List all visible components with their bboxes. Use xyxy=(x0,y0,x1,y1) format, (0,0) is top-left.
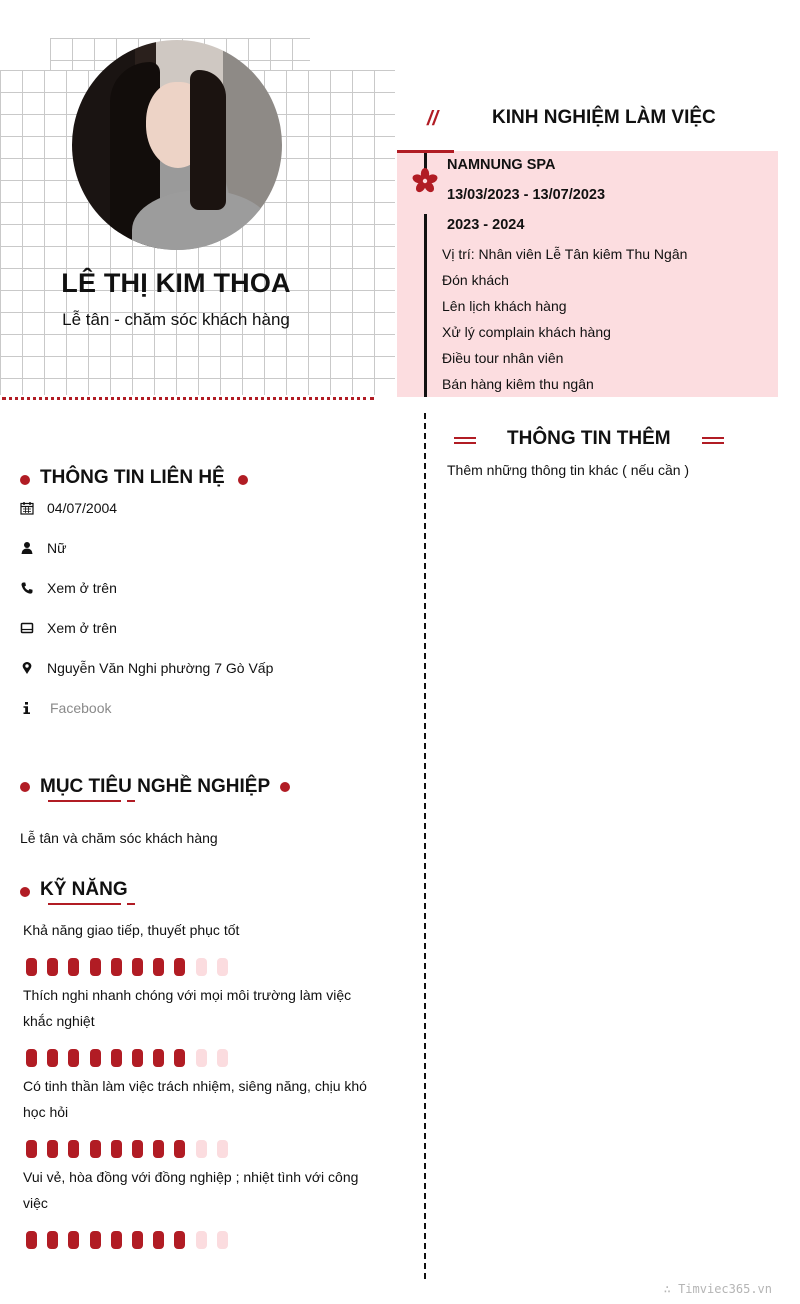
skill-pip-filled xyxy=(111,1049,122,1067)
contact-gender xyxy=(20,537,66,559)
experience-company: NAMNUNG SPA xyxy=(447,157,556,173)
skill-pip-filled xyxy=(132,1231,143,1249)
skill-pip-filled xyxy=(26,958,37,976)
list-item: Đón khách xyxy=(442,272,509,288)
skill-text: Có tinh thần làm việc trách nhiệm, siêng năng, chịu khó học hỏi xyxy=(23,1078,367,1120)
contact-heading: THÔNG TIN LIÊN HỆ xyxy=(40,467,225,488)
skill-pip-empty xyxy=(217,1049,228,1067)
skill-pip-empty xyxy=(196,1140,207,1158)
skill-rating xyxy=(26,1231,238,1249)
email-value: Xem ở trên xyxy=(47,620,117,636)
calendar-icon xyxy=(20,501,34,515)
list-item: Lên lịch khách hàng xyxy=(442,298,567,314)
timeline-line xyxy=(424,214,427,397)
section-dot xyxy=(238,475,248,485)
experience-heading-mark: // xyxy=(427,108,439,130)
skill-pip-filled xyxy=(47,958,58,976)
contact-social xyxy=(20,697,111,719)
skill-pip-empty xyxy=(196,958,207,976)
watermark: ∴ Timviec365.vn xyxy=(663,1282,772,1296)
skill-pip-filled xyxy=(132,1049,143,1067)
skill-rating xyxy=(26,1049,238,1067)
section-dot xyxy=(20,887,30,897)
header-divider xyxy=(2,397,374,400)
skill-text: Vui vẻ, hòa đồng với đồng nghiệp ; nhiệt tình với công việc xyxy=(23,1169,359,1211)
skill-pip-filled xyxy=(153,1140,164,1158)
extra-heading: THÔNG TIN THÊM xyxy=(507,428,671,449)
skill-pip-empty xyxy=(217,1140,228,1158)
skill-pip-empty xyxy=(196,1049,207,1067)
experience-years: 2023 - 2024 xyxy=(447,217,525,233)
extra-text: Thêm những thông tin khác ( nếu cần ) xyxy=(447,462,690,478)
skill-pip-filled xyxy=(174,1231,185,1249)
profile-job-title: Lễ tân - chăm sóc khách hàng xyxy=(62,310,290,329)
skill-pip-filled xyxy=(90,1231,101,1249)
career-heading: MỤC TIÊU NGHỀ NGHIỆP xyxy=(40,776,271,797)
skill-pip-empty xyxy=(196,1231,207,1249)
list-item: Xử lý complain khách hàng xyxy=(442,324,611,340)
list-item: Điều tour nhân viên xyxy=(442,350,564,366)
contact-email xyxy=(20,617,117,639)
skills-heading: KỸ NĂNG xyxy=(40,879,128,900)
heading-underline xyxy=(48,800,121,802)
skill-pip-filled xyxy=(132,1140,143,1158)
skill-pip-filled xyxy=(26,1140,37,1158)
skill-pip-filled xyxy=(111,1140,122,1158)
social-link[interactable]: Facebook xyxy=(50,700,112,716)
skill-pip-filled xyxy=(68,1049,79,1067)
phone-icon xyxy=(20,581,34,595)
skill-pip-filled xyxy=(153,958,164,976)
phone-value: Xem ở trên xyxy=(47,580,117,596)
skill-pip-filled xyxy=(68,958,79,976)
experience-dates: 13/03/2023 - 13/07/2023 xyxy=(447,187,606,203)
section-dot xyxy=(20,475,30,485)
address-value: Nguyễn Văn Nghi phường 7 Gò Vấp xyxy=(47,660,274,676)
avatar xyxy=(72,40,282,250)
skill-pip-filled xyxy=(47,1231,58,1249)
section-dot xyxy=(280,782,290,792)
skill-rating xyxy=(26,1140,238,1158)
list-item: Bán hàng kiêm thu ngân xyxy=(442,376,594,392)
skill-pip-empty xyxy=(217,1231,228,1249)
skill-pip-filled xyxy=(90,958,101,976)
skill-pip-filled xyxy=(90,1049,101,1067)
section-dot xyxy=(20,782,30,792)
heading-underline xyxy=(127,800,135,802)
skill-pip-empty xyxy=(217,958,228,976)
skill-pip-filled xyxy=(132,958,143,976)
skill-rating xyxy=(26,958,238,976)
skill-pip-filled xyxy=(90,1140,101,1158)
skill-pip-filled xyxy=(68,1140,79,1158)
career-text: Lễ tân và chăm sóc khách hàng xyxy=(20,830,218,846)
info-icon xyxy=(20,701,34,715)
skill-pip-filled xyxy=(174,1140,185,1158)
skill-pip-filled xyxy=(47,1049,58,1067)
profile-name: LÊ THỊ KIM THOA xyxy=(61,268,291,298)
skill-pip-filled xyxy=(153,1231,164,1249)
skill-pip-filled xyxy=(26,1049,37,1067)
heading-decoration xyxy=(702,437,724,444)
location-icon xyxy=(20,661,34,675)
column-divider xyxy=(424,413,426,1279)
birthday-value: 04/07/2004 xyxy=(47,500,118,516)
gender-value: Nữ xyxy=(47,540,67,556)
skill-pip-filled xyxy=(111,1231,122,1249)
contact-birthday xyxy=(20,497,117,519)
skill-pip-filled xyxy=(68,1231,79,1249)
skill-pip-filled xyxy=(47,1140,58,1158)
heading-decoration xyxy=(454,437,476,444)
skill-pip-filled xyxy=(26,1231,37,1249)
heading-underline xyxy=(48,903,121,905)
experience-duties xyxy=(442,244,687,400)
skill-pip-filled xyxy=(153,1049,164,1067)
skill-text: Thích nghi nhanh chóng với mọi môi trường làm việc khắc nghiệt xyxy=(23,987,352,1029)
contact-phone xyxy=(20,577,117,599)
heading-underline xyxy=(127,903,135,905)
skill-text: Khả năng giao tiếp, thuyết phục tốt xyxy=(23,922,240,938)
contact-address xyxy=(20,657,273,679)
list-item: Vị trí: Nhân viên Lễ Tân kiêm Thu Ngân xyxy=(442,246,688,262)
experience-heading: KINH NGHIỆM LÀM VIỆC xyxy=(492,107,716,128)
email-icon xyxy=(20,621,34,635)
skill-pip-filled xyxy=(174,1049,185,1067)
skill-pip-filled xyxy=(111,958,122,976)
skill-pip-filled xyxy=(174,958,185,976)
flower-icon xyxy=(411,167,439,195)
user-icon xyxy=(20,541,34,555)
